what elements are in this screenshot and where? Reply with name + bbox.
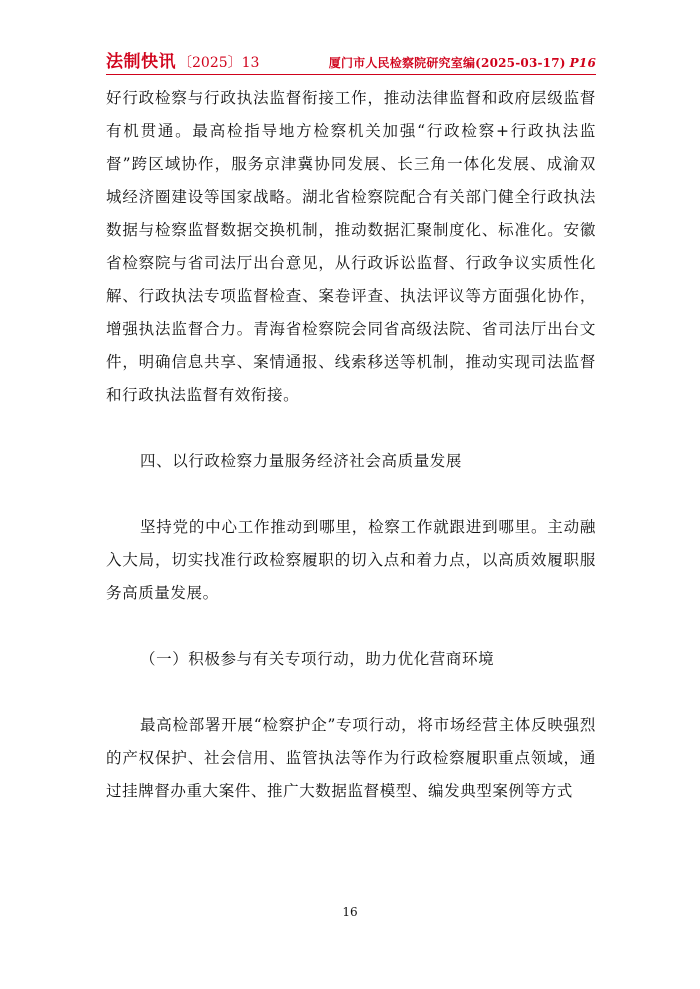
- document-body: [106, 82, 596, 808]
- subsection-heading: （一）积极参与有关专项行动，助力优化营商环境: [140, 650, 495, 668]
- paragraph-continuation: 好行政检察与行政执法监督衔接工作，推动法律监督和政府层级监督有机贯通。最高检指导地方检察机关加强“行政检察+行政执法监督”跨区域协作，服务京津冀协同发展、长三角一体化发展、成渝双城经济圈建设等国家战略。湖北省检察院配合有关部门健全行政执法数据与检察监督数据交换机制，推动数据汇聚制度化、标准化。安徽省检察院与省司法厅出台意见，从行政诉讼监督、行政争议实质性化解、行政执法专项监督检查、案卷评查、执法评议等方面强化协作，增强执法监督合力。青海省检察院会同省高级法院、省司法厅出台文件，明确信息共享、案情通报、线索移送等机制，推动实现司法监督和行政执法监督有效衔接。: [106, 89, 596, 404]
- spacer: [106, 478, 596, 511]
- header-right: [329, 54, 596, 71]
- publisher-info: 厦门市人民检察院研究室编(2025-03-17): [328, 56, 566, 70]
- section-heading: 四、以行政检察力量服务经济社会高质量发展: [140, 452, 463, 470]
- issue-number: 〔2025〕13: [178, 55, 260, 71]
- header-left: [106, 47, 259, 72]
- page-number: 16: [342, 905, 358, 919]
- spacer: [106, 676, 596, 709]
- page-header: [106, 52, 596, 74]
- spacer: [106, 412, 596, 445]
- spacer: [106, 610, 596, 643]
- header-page-label: P16: [569, 56, 596, 70]
- paragraph: 最高检部署开展“检察护企”专项行动，将市场经营主体反映强烈的产权保护、社会信用、监管执法等作为行政检察履职重点领域，通过挂牌督办重大案件、推广大数据监督模型、编发典型案例等方式: [106, 716, 596, 800]
- paragraph: 坚持党的中心工作推动到哪里，检察工作就跟进到哪里。主动融入大局，切实找准行政检察履职的切入点和着力点，以高质效履职服务高质量发展。: [106, 518, 596, 602]
- header-divider: [106, 74, 596, 75]
- bulletin-brand: 法制快讯: [106, 52, 176, 72]
